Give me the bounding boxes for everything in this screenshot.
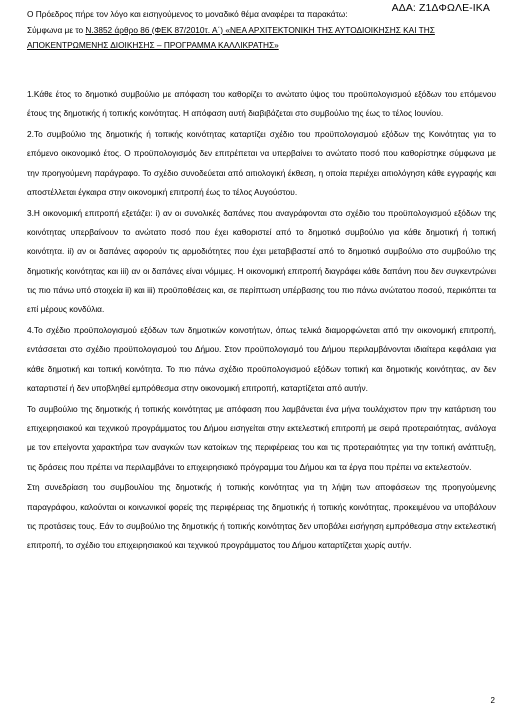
paragraph-1: 1.Κάθε έτος το δημοτικό συμβούλιο με απόφαση του καθορίζει το ανώτατο ύψος του προϋπολογισμού εξόδων του επόμενου έτους της δημοτικής ή τοπικής κοινότητας. Η απόφαση αυτή διαβιβάζεται στο συμβούλιο της έως το τέλος Ιουνίου. (27, 89, 496, 119)
paragraph-3: 3.Η οικονομική επιτροπή εξετάζει: i) αν οι συνολικές δαπάνες που αναγράφονται στο σχέδιο του προϋπολογισμού εξόδων της κοινότητας υπερβαίνουν το ανώτατο ποσό που έχει καθοριστεί από το δημοτικό συμβούλιο για κάθε δημοτική ή τοπική κοινότητα. ii) αν οι δαπάνες αφορούν τις αρμοδιότητες που έχει μεταβιβαστεί από το δημοτικό συμβούλιο στο συμβούλιο της δημοτικής κοινότητας και iii) αν οι δαπάνες είναι νόμιμες. Η οικονομική επιτροπή διαγράφει κάθε δαπάνη που δεν συγκεντρώνει τις πιο πάνω υπό στοιχεία ii) και iii) προϋποθέσεις και, σε περίπτωση υπέρβασης του πιο πάνω ανώτατου ποσού, περικόπτει τα επί μέρους κονδύλια. (27, 207, 496, 315)
law-reference-title: Ν.3852 άρθρο 86 (ΦΕΚ 87/2010τ. Α΄) «ΝΕΑ ΑΡΧΙΤΕΚΤΟΝΙΚΗ ΤΗΣ ΑΥΤΟΔΙΟΙΚΗΣΗΣ ΚΑΙ ΤΗΣ (85, 24, 435, 35)
law-reference-title-continued: ΑΠΟΚΕΝΤΡΩΜΕΝΗΣ ΔΙΟΙΚΗΣΗΣ – ΠΡΟΓΡΑΜΜΑ ΚΑΛΛΙΚΡΑΤΗΣ» (27, 40, 279, 50)
intro-line: Ο Πρόεδρος πήρε τον λόγο και εισηγούμενος το μοναδικό θέμα αναφέρει τα παρακάτω: (27, 9, 348, 19)
paragraph-2: 2.Το συμβούλιο της δημοτικής ή τοπικής κοινότητας καταρτίζει σχέδιο του προϋπολογισμού εξόδων της Κοινότητας για το επόμενο οικονομικό έτος. Ο προϋπολογισμός δεν επιτρέπεται να υπερβαίνει το ανώτατο ποσό που καθορίστηκε σύμφωνα με την προηγούμενη παράγραφο. Το σχέδιο συνοδεύεται από αιτιολογική έκθεση, η οποία περιέχει αιτιολόγηση κάθε εγγραφής και αποστέλλεται έγκαιρα στην οικονομική επιτροπή έως το τέλος Αυγούστου. (27, 128, 496, 198)
ada-stamp: ΑΔΑ: Ζ1ΔΦΩΛΕ-ΙΚΑ (391, 2, 490, 14)
paragraph-5: Το συμβούλιο της δημοτικής ή τοπικής κοινότητας με απόφαση που λαμβάνεται ένα μήνα τουλάχιστον πριν την κατάρτιση του επιχειρησιακού και τεχνικού προγράμματος του Δήμου εισηγείται στην εκτελεστική επιτροπή με σειρά προτεραιότητας, ανάλογα με τον επείγοντα χαρακτήρα των αναγκών των κατοίκων της περιφέρειας του και τις προτεραιότητες για την τοπική ανάπτυξη, τις δράσεις που πρέπει να περιλαμβάνει το επιχειρησιακό πρόγραμμα του Δήμου και τα έργα που πρέπει να εκτελεστούν. (27, 403, 496, 472)
paragraph-4: 4.Το σχέδιο προϋπολογισμού εξόδων των δημοτικών κοινοτήτων, όπως τελικά διαμορφώνεται από την οικονομική επιτροπή, εντάσσεται στο σχέδιο προϋπολογισμού του Δήμου. Στον προϋπολογισμό του Δήμου περιλαμβάνονται ιδιαίτερα κεφάλαια για κάθε δημοτική και τοπική κοινότητα. Το πιο πάνω σχέδιο προϋπολογισμού εξόδων τοπική και δημοτικής κοινότητας, αν δεν καταρτιστεί ή δεν υποβληθεί εμπρόθεσμα στην οικονομική επιτροπή, καταρτίζεται από αυτήν. (27, 325, 496, 394)
paragraph-6: Στη συνεδρίαση του συμβουλίου της δημοτικής ή τοπικής κοινότητας για τη λήψη των αποφάσεων της προηγούμενης παραγράφου, καλούνται οι κοινωνικοί φορείς της περιφέρειας της δημοτικής ή τοπικής κοινότητας, προκειμένου να υποβάλουν τις προτάσεις τους. Εάν το συμβούλιο της δημοτικής ή τοπικής κοινότητας δεν υποβάλει εισήγηση εμπρόθεσμα στην εκτελεστική επιτροπή, το σχέδιο του επιχειρησιακού και τεχνικού προγράμματος του Δήμου καταρτίζεται χωρίς αυτήν. (27, 482, 496, 551)
document-body (27, 85, 496, 557)
page-number: 2 (490, 696, 495, 705)
law-reference-line (27, 23, 497, 39)
law-reference-prefix: Σύμφωνα με το (27, 24, 86, 35)
